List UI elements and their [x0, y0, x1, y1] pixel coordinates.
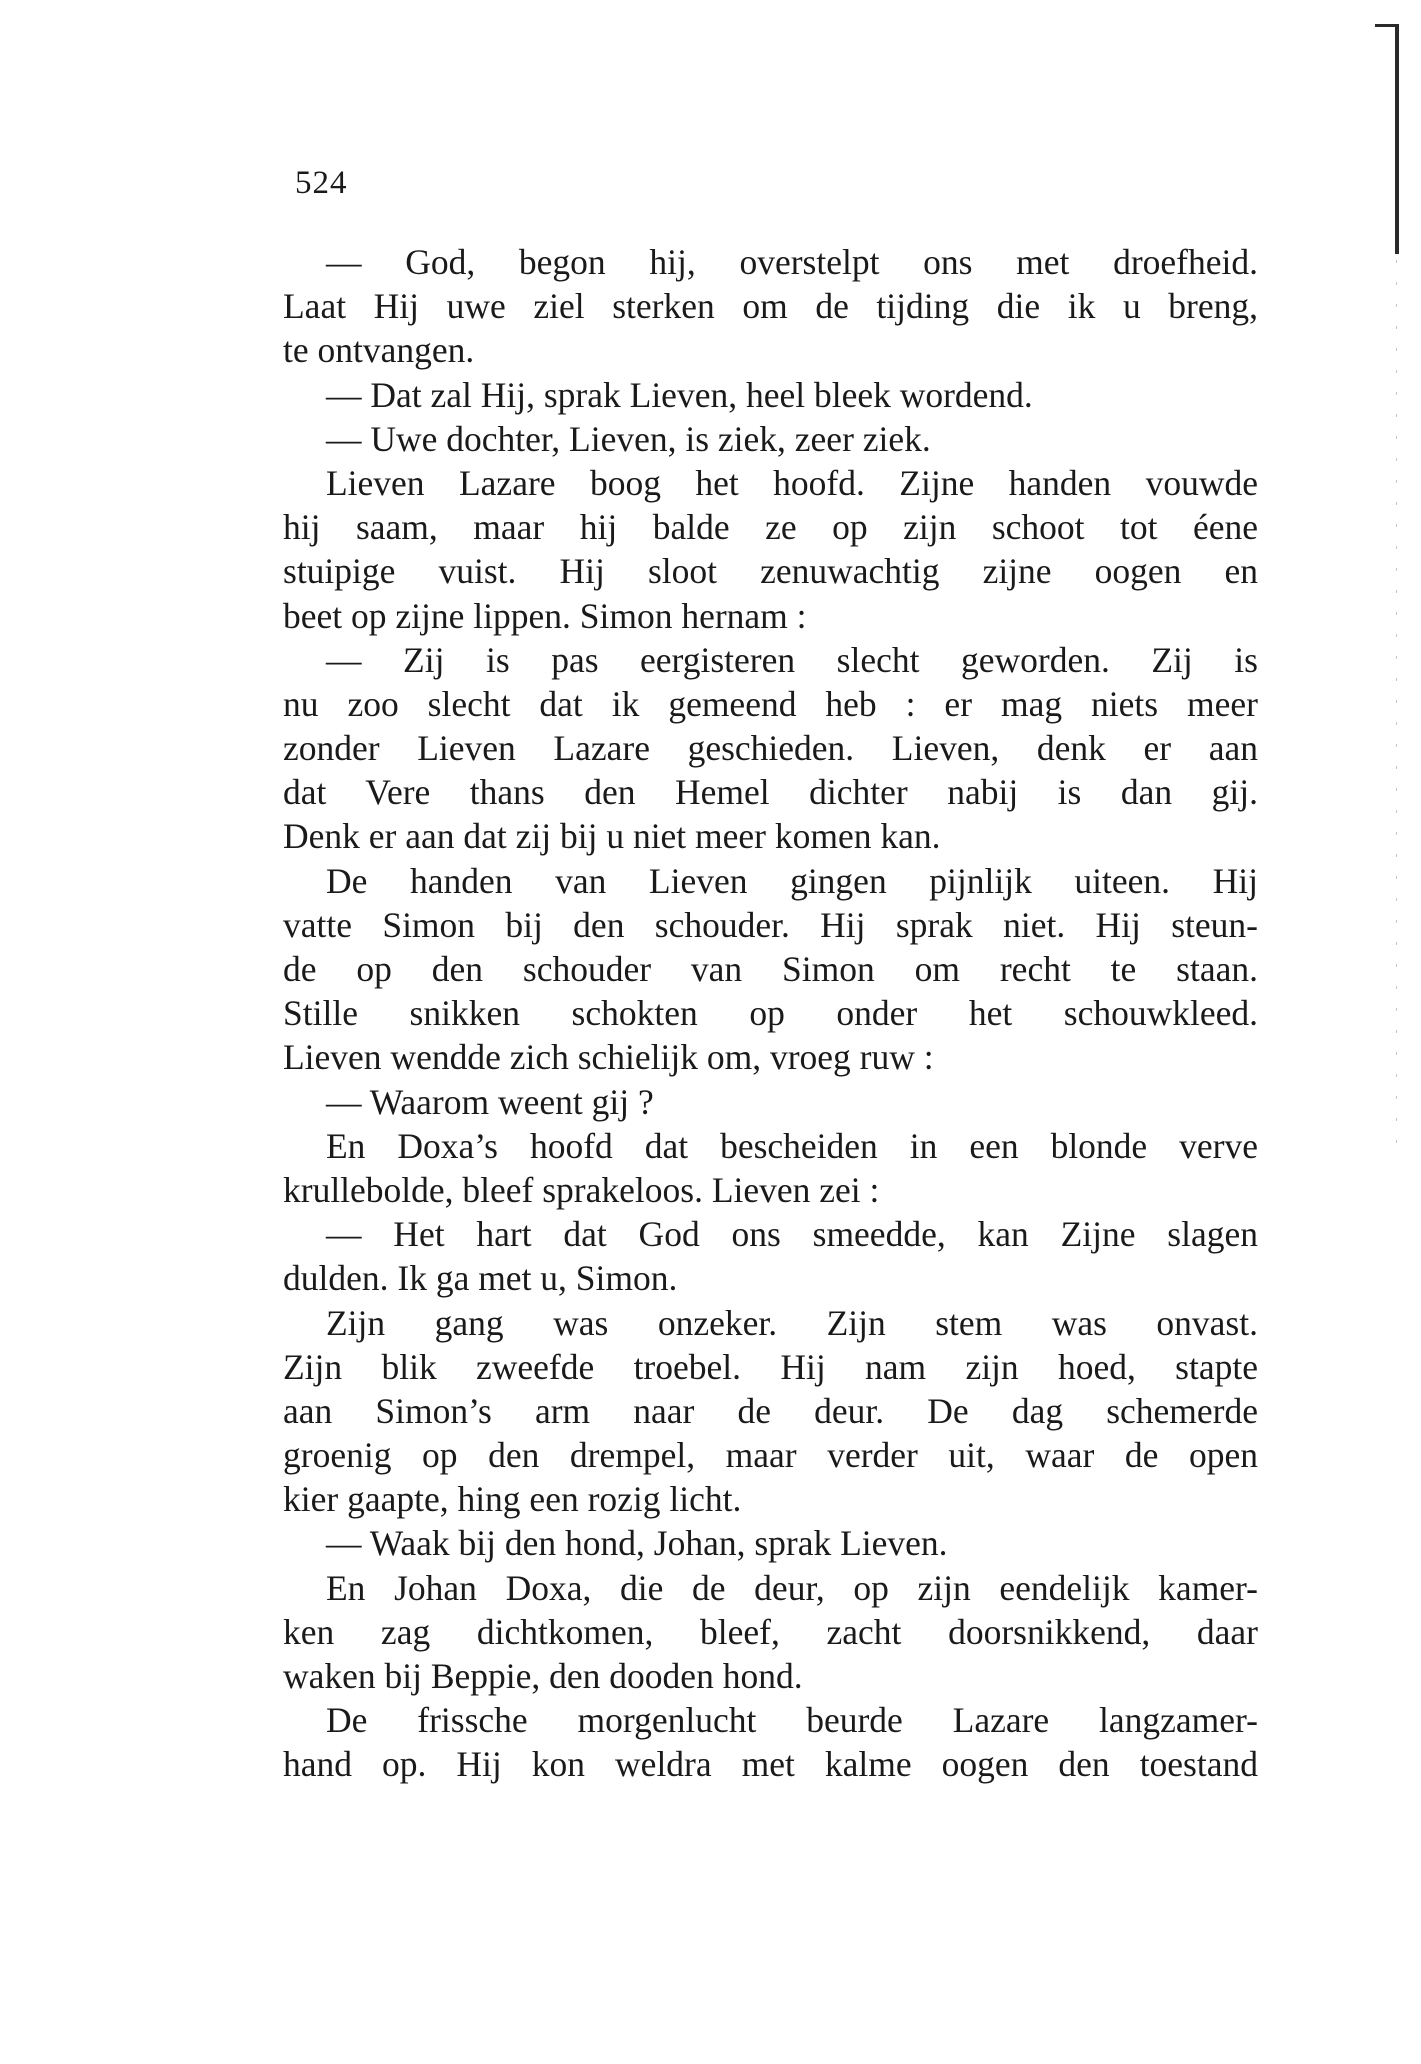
page-number: 524 — [295, 165, 348, 201]
text-line: zonder Lieven Lazare geschieden. Lieven, denk er aan — [283, 728, 1258, 769]
text-line: stuipige vuist. Hij sloot zenuwachtig zijne oogen en — [283, 551, 1258, 592]
text-line: nu zoo slecht dat ik gemeend heb : er mag niets meer — [283, 683, 1258, 724]
text-line: Denk er aan dat zij bij u niet meer komen kan. — [283, 816, 941, 857]
text-line: — Zij is pas eergisteren slecht geworden. Zij is — [326, 639, 1258, 680]
text-line: te ontvangen. — [283, 330, 475, 371]
text-line: krullebolde, bleef sprakeloos. Lieven zei : — [283, 1169, 880, 1210]
text-line: hand op. Hij kon weldra met kalme oogen den toestand — [283, 1744, 1258, 1785]
body-text — [283, 240, 1258, 1787]
text-line: Lieven Lazare boog het hoofd. Zijne handen vouwde — [326, 462, 1258, 503]
text-line: kier gaapte, hing een rozig licht. — [283, 1479, 742, 1520]
text-line: waken bij Beppie, den dooden hond. — [283, 1656, 803, 1696]
text-line: — God, begon hij, overstelpt ons met droefheid. — [326, 242, 1258, 282]
page-edge-shadow — [1395, 24, 1399, 254]
text-line: aan Simon’s arm naar de deur. De dag schemerde — [283, 1390, 1258, 1431]
text-line: De frissche morgenlucht beurde Lazare langzamer- — [326, 1700, 1258, 1741]
text-line: Laat Hij uwe ziel sterken om de tijding die ik u breng, — [283, 286, 1258, 327]
text-line: dat Vere thans den Hemel dichter nabij is dan gij. — [283, 772, 1258, 813]
page-edge-speckle — [1396, 260, 1397, 1160]
text-line: En Johan Doxa, die de deur, op zijn eendelijk kamer- — [326, 1567, 1258, 1608]
text-line: — Uwe dochter, Lieven, is ziek, zeer ziek. — [326, 418, 931, 459]
text-line: de op den schouder van Simon om recht te staan. — [283, 949, 1258, 989]
text-line: — Het hart dat God ons smeedde, kan Zijne slagen — [326, 1214, 1258, 1255]
text-line: — Waarom weent gij ? — [326, 1081, 654, 1122]
text-line: Zijn blik zweefde troebel. Hij nam zijn hoed, stapte — [283, 1346, 1258, 1387]
text-line: beet op zijne lippen. Simon hernam : — [283, 595, 807, 636]
text-line: groenig op den drempel, maar verder uit, waar de open — [283, 1435, 1258, 1476]
text-line: Stille snikken schokten op onder het schouwkleed. — [283, 993, 1258, 1034]
text-line: Zijn gang was onzeker. Zijn stem was onvast. — [326, 1302, 1258, 1343]
text-line: ken zag dichtkomen, bleef, zacht doorsnikkend, daar — [283, 1611, 1258, 1652]
text-line: — Waak bij den hond, Johan, sprak Lieven. — [326, 1523, 948, 1564]
text-line: En Doxa’s hoofd dat bescheiden in een blonde verve — [326, 1125, 1258, 1166]
text-line: Lieven wendde zich schielijk om, vroeg ruw : — [283, 1037, 934, 1078]
text-line: De handen van Lieven gingen pijnlijk uiteen. Hij — [326, 860, 1258, 901]
text-line: dulden. Ik ga met u, Simon. — [283, 1258, 678, 1299]
text-line: hij saam, maar hij balde ze op zijn schoot tot éene — [283, 507, 1258, 548]
text-line: vatte Simon bij den schouder. Hij sprak niet. Hij steun- — [283, 904, 1258, 945]
text-line: — Dat zal Hij, sprak Lieven, heel bleek wordend. — [326, 374, 1033, 415]
